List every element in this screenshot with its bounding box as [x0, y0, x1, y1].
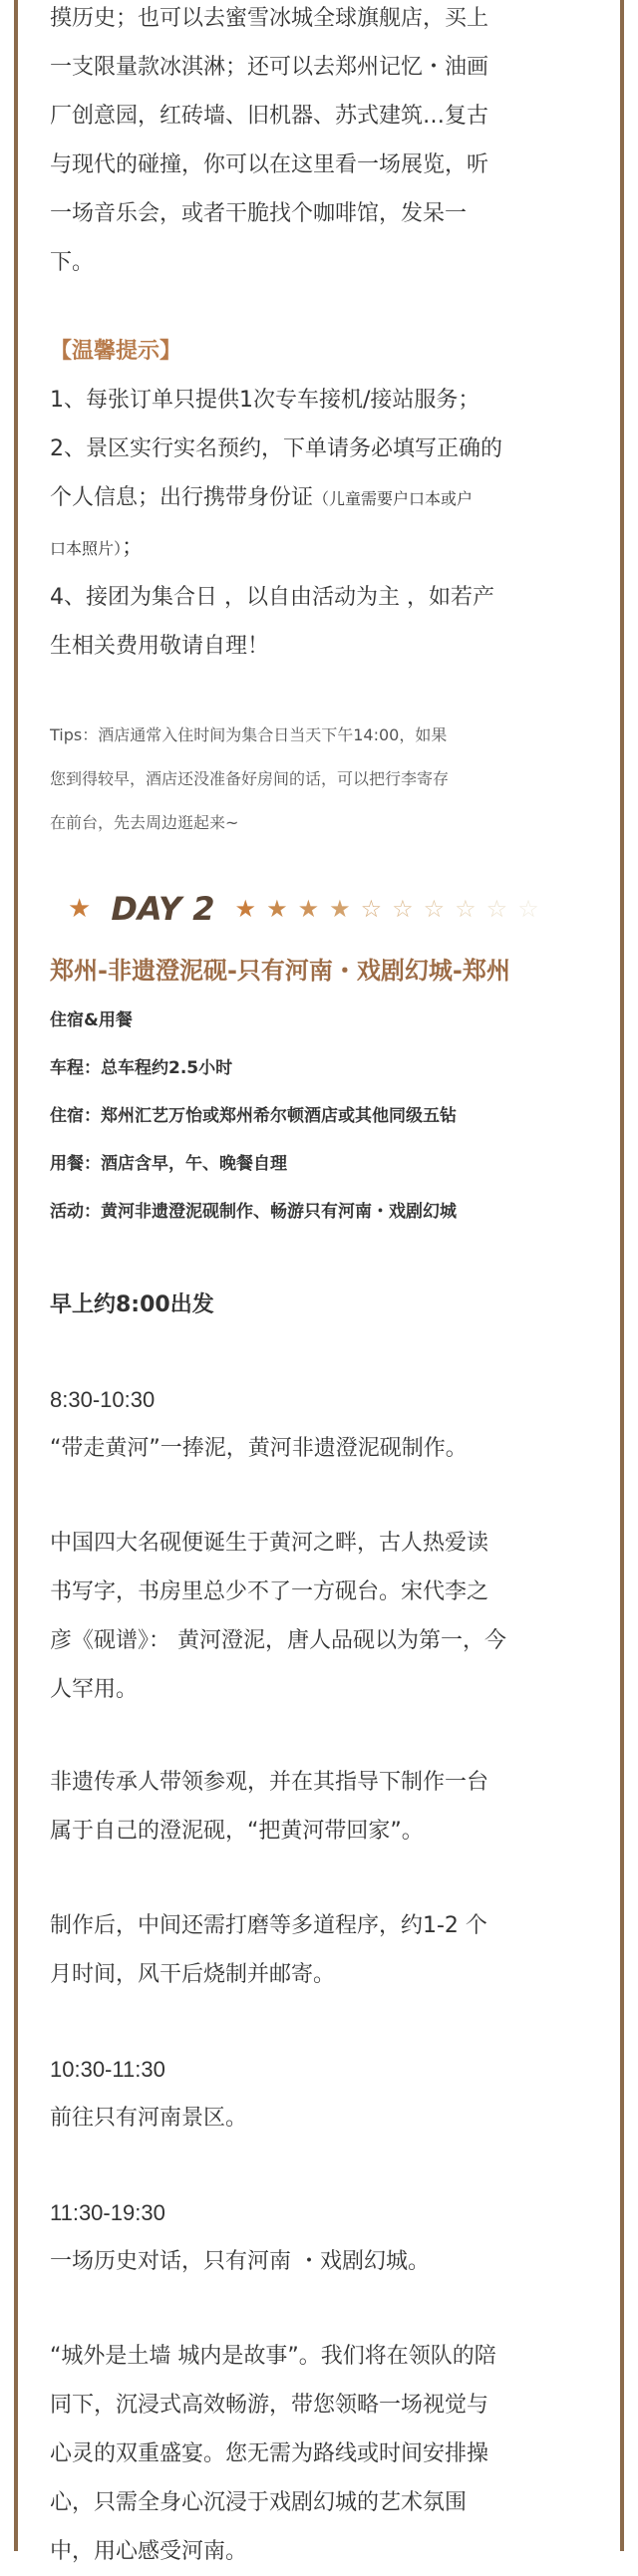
travel-time: 车程：总车程约2.5小时	[50, 1058, 233, 1078]
text-line: 与现代的碰撞，你可以在这里看一场展览，听	[50, 152, 489, 177]
star-icon: ☆	[517, 895, 539, 923]
text-line: “城外是土墙 城内是故事”。我们将在领队的陪	[50, 2344, 496, 2369]
warm-tip-note: （儿童需要户口本或户	[313, 489, 474, 508]
slot-time: 11:30-19:30	[50, 2200, 165, 2225]
tips-line: 在前台，先去周边逛起来~	[50, 813, 239, 832]
text-line: 一场音乐会，或者干脆找个咖啡馆，发呆一	[50, 201, 468, 226]
slot-time: 8:30-10:30	[50, 1387, 156, 1412]
hotel-tips	[50, 714, 588, 845]
text-line: 人罕用。	[50, 1677, 139, 1702]
warm-tip-item	[50, 473, 588, 523]
info-heading: 住宿&用餐	[50, 1010, 133, 1030]
slot-description: “带走黄河”一捧泥，黄河非遗澄泥砚制作。	[50, 1436, 468, 1461]
warm-tips	[50, 327, 588, 671]
inkstone-history-paragraph	[50, 1519, 588, 1714]
star-icon: ★	[297, 895, 320, 923]
text-line: 厂创意园，红砖墙、旧机器、苏式建筑…复古	[50, 104, 489, 129]
star-icon: ★	[234, 895, 257, 923]
route-title: 郑州-非遗澄泥砚-只有河南・戏剧幻城-郑州	[50, 957, 510, 985]
text-line: 心灵的双重盛宴。您无需为路线或时间安排操	[50, 2441, 489, 2466]
star-icon: ☆	[485, 895, 508, 923]
star-icon: ★	[266, 895, 288, 923]
text-line: 书写字，书房里总少不了一方砚台。宋代李之	[50, 1579, 489, 1604]
day-header	[68, 883, 586, 935]
warm-tip-item: 2、景区实行实名预约，下单请务必填写正确的	[50, 436, 502, 461]
inkstone-making-paragraph	[50, 1758, 588, 1856]
intro-paragraph	[50, 0, 588, 287]
star-icon: ★	[68, 894, 92, 924]
warm-tip-item	[50, 523, 588, 573]
warm-tip-item: 生相关费用敬请自理！	[50, 634, 270, 659]
star-icon: ☆	[360, 895, 383, 923]
day-info	[50, 997, 588, 1236]
star-icon: ★	[329, 895, 351, 923]
text-line: 非遗传承人带领参观，并在其指导下制作一台	[50, 1770, 489, 1795]
text-line: 摸历史；也可以去蜜雪冰城全球旗舰店，买上	[50, 6, 489, 31]
shipping-paragraph	[50, 1901, 588, 1999]
star-icon: ☆	[423, 895, 446, 923]
warm-tip-item: 1、每张订单只提供1次专车接机/接站服务；	[50, 388, 480, 413]
text-line: 月时间，风干后烧制并邮寄。	[50, 1962, 336, 1987]
slot-description: 一场历史对话，只有河南 ・戏剧幻城。	[50, 2249, 430, 2274]
tips-line: Tips：酒店通常入住时间为集合日当天下午14:00，如果	[50, 725, 448, 744]
schedule-slot	[50, 1375, 588, 1473]
warm-tip-text: 个人信息；出行携带身份证	[50, 485, 314, 510]
warm-tips-heading: 【温馨提示】	[50, 339, 182, 364]
tips-line: 您到得较早，酒店还没准备好房间的话，可以把行李寄存	[50, 769, 450, 788]
text-line: 一支限量款冰淇淋；还可以去郑州记忆・油画	[50, 55, 489, 80]
text-line: 下。	[50, 250, 95, 275]
star-rating-decoration	[235, 883, 539, 935]
drama-city-paragraph	[50, 2332, 588, 2576]
star-icon: ☆	[455, 895, 477, 923]
right-border	[620, 0, 624, 2551]
text-line: 制作后，中间还需打磨等多道程序，约1-2 个	[50, 1913, 487, 1938]
text-line: 心，只需全身心沉浸于戏剧幻城的艺术氛围	[50, 2490, 468, 2515]
schedule-slot	[50, 2045, 588, 2143]
departure-time: 早上约8:00出发	[50, 1292, 214, 1317]
day-title: DAY 2	[111, 890, 215, 928]
left-border	[14, 0, 18, 2551]
text-line: 中国四大名砚便诞生于黄河之畔，古人热爱读	[50, 1531, 489, 1556]
slot-time: 10:30-11:30	[50, 2057, 165, 2082]
hotel-info: 住宿：郑州汇艺万怡或郑州希尔顿酒店或其他同级五钻	[50, 1106, 457, 1126]
schedule-slot	[50, 2188, 588, 2286]
text-line: 彦《砚谱》： 黄河澄泥，唐人品砚以为第一，今	[50, 1628, 506, 1653]
warm-tip-item: 4、接团为集合日 ，以自由活动为主 ，如若产	[50, 585, 494, 610]
warm-tip-text: ；	[122, 535, 145, 560]
star-icon: ☆	[392, 895, 414, 923]
text-line: 同下，沉浸式高效畅游，带您领略一场视觉与	[50, 2393, 489, 2418]
meal-info: 用餐：酒店含早，午、晚餐自理	[50, 1154, 287, 1174]
text-line: 中，用心感受河南。	[50, 2539, 248, 2564]
activity-info: 活动：黄河非遗澄泥砚制作、畅游只有河南・戏剧幻城	[50, 1202, 457, 1222]
text-line: 属于自己的澄泥砚，“把黄河带回家”。	[50, 1819, 424, 1844]
slot-description: 前往只有河南景区。	[50, 2106, 248, 2131]
warm-tip-note: 口本照片）	[50, 539, 123, 558]
